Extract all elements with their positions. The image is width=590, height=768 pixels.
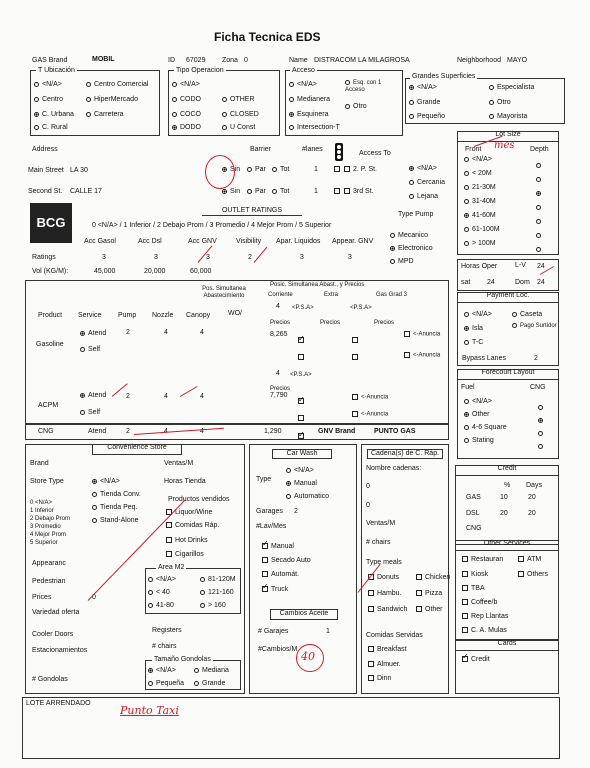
lot-depth-option[interactable] [536, 241, 544, 259]
cng-canopy[interactable]: 4 [200, 428, 204, 435]
store-brand-label: Brand [30, 460, 49, 467]
anuncia-check[interactable]: <-Anuncia [352, 411, 388, 419]
col-visibility: Visibility [236, 238, 262, 245]
gasoline-nozzle[interactable]: 4 [164, 329, 168, 336]
productos-label: Productos vendidos [168, 496, 230, 503]
prices-value[interactable]: 0 [92, 594, 96, 601]
product-check[interactable]: Cigarillos [166, 551, 204, 559]
operacion-option[interactable]: <N/A> [172, 81, 200, 89]
handwritten-stroke [254, 247, 268, 263]
main-street-label: Main Street [28, 167, 64, 174]
cng-label: CNG [38, 428, 54, 435]
header-wo: WO/ [228, 310, 242, 317]
ubicacion-option[interactable]: C. Urbana [34, 111, 74, 119]
barrier-option[interactable]: Tot [272, 166, 289, 174]
gasoline-self-check[interactable] [352, 348, 361, 366]
garages-value[interactable]: 2 [294, 508, 298, 515]
second-street-check[interactable]: 2. P. St. [344, 166, 377, 174]
col-acc-dsl: Acc Dsl [138, 238, 162, 245]
barrier-option[interactable]: Tot [272, 188, 289, 196]
credit-dsl-pct[interactable]: 20 [500, 510, 508, 517]
area-option[interactable]: <N/A> [148, 576, 176, 584]
product-check[interactable]: Comidas Ráp. [166, 522, 219, 530]
cng-nozzle[interactable]: 4 [164, 428, 168, 435]
outlet-ratings-label: OUTLET RATINGS [202, 207, 302, 216]
operacion-option[interactable]: CODO [172, 96, 201, 104]
area-option[interactable]: 81-120M [200, 576, 236, 584]
ubicacion-option[interactable]: Centro [34, 96, 63, 104]
rating-value[interactable]: 3 [300, 254, 304, 261]
vol-value[interactable]: 20,000 [144, 268, 166, 275]
type-meals-label: Type meals [366, 559, 402, 566]
col-acc-gnv: Acc GNV [188, 238, 217, 245]
forecourt-label: Forecourt Layout [457, 369, 559, 380]
pump-option[interactable]: Electronico [390, 245, 433, 253]
forecourt-cng-label: CNG [530, 384, 546, 391]
ngarajes-label: # Garajes [258, 628, 289, 635]
acpm-advertise-check[interactable] [298, 392, 307, 410]
rating-scale: 0 <N/A> / 1 Inferior / 2 Debajo Prom / 3 Promedio / 4 Mejor Prom / 5 Superior [92, 222, 332, 229]
header-pump: Pump [118, 312, 137, 319]
gasoline-self-check[interactable] [298, 348, 307, 366]
payment-option[interactable]: Caseta [512, 311, 542, 319]
handwritten-mes: mes [494, 140, 515, 151]
lanes-label: #lanes [302, 146, 323, 153]
meal-check[interactable]: Sandwich [368, 606, 407, 614]
credit-gas-days[interactable]: 20 [528, 494, 536, 501]
lot-front-option[interactable]: < 20M [464, 170, 492, 178]
gasoline-advertise-check[interactable] [352, 331, 361, 349]
gasoline-self[interactable]: Self [80, 346, 100, 354]
barrier-option[interactable]: Sin [222, 166, 240, 174]
carwash-check[interactable]: ✓Truck [262, 586, 288, 594]
store-scale: 0 <N/A> [30, 500, 53, 506]
pump-option[interactable]: MPD [390, 258, 414, 266]
credit-label: Credit [455, 465, 559, 476]
meal-check[interactable]: Hambu. [368, 590, 402, 598]
cards-label: Cards [455, 640, 559, 651]
credit-group [455, 465, 559, 545]
vol-value[interactable]: 60,000 [190, 268, 212, 275]
lot-front-option[interactable]: 41-60M [464, 212, 496, 220]
tam-label: Tamaño Gondolas [154, 656, 211, 663]
bypass-value[interactable]: 2 [534, 355, 538, 362]
access-to-option[interactable]: <N/A> [409, 165, 437, 173]
acceso-option[interactable]: Esq. con 1 Acceso [345, 80, 382, 94]
zona-value[interactable]: 0 [244, 57, 248, 64]
barrier-option[interactable]: Sin [222, 188, 240, 196]
acceso-option[interactable]: Intersection-T [289, 124, 340, 132]
handwritten-forty: 40 [301, 650, 315, 663]
rating-value[interactable]: 3 [206, 254, 210, 261]
anuncia-check[interactable]: <-Anuncia [404, 331, 440, 339]
store-type-option[interactable]: Stand-Alone [92, 517, 139, 525]
access-to-label: Access To [359, 150, 391, 157]
type-pump-label: Type Pump [398, 211, 434, 218]
service-check[interactable]: ATM [518, 556, 541, 564]
comida-check[interactable]: Breakfast [368, 646, 407, 654]
meal-check[interactable]: Donuts [368, 574, 399, 582]
payment-label: Payment Loc. [457, 292, 559, 303]
service-check[interactable]: TBA [462, 585, 485, 593]
lote-arrendado-label: LOTE ARRENDADO [26, 700, 91, 707]
ratings-label: Ratings [32, 254, 56, 261]
operacion-option[interactable]: COCO [172, 111, 201, 119]
col-acc-gasol: Acc Gasol [84, 238, 116, 245]
bcg-logo: BCG [30, 203, 72, 243]
second-street-value[interactable]: CALLE 17 [70, 188, 102, 195]
vol-value[interactable]: 45,000 [94, 268, 116, 275]
card-check[interactable]: ✓Credit [462, 656, 490, 664]
acpm-nozzle[interactable]: 4 [164, 393, 168, 400]
lot-size-label: Lot Size [457, 131, 559, 142]
horas-oper-label: Horas Oper [461, 263, 498, 270]
acpm-pos[interactable]: 4 [276, 370, 280, 377]
carwash-check[interactable]: Automát. [262, 571, 299, 579]
acpm-price[interactable]: 7,790 [270, 392, 288, 399]
zona-label: Zona [222, 57, 238, 64]
cadena-value[interactable]: 0 [366, 502, 370, 509]
cng-pump[interactable]: 2 [126, 428, 130, 435]
garages-label: Garages [256, 508, 283, 515]
appearance-label: Appearanc [32, 560, 66, 567]
carwash-type-label: Type [256, 476, 272, 483]
credit-dsl-days[interactable]: 20 [528, 510, 536, 517]
payment-option[interactable]: T-C [464, 339, 483, 347]
store-scale: 5 Superior [30, 540, 58, 546]
estacion-label: Estacionamientos [32, 647, 88, 654]
acpm-canopy[interactable]: 4 [200, 393, 204, 400]
operacion-label: Tipo Operacion [176, 67, 224, 74]
psa-marker: <P.S.A> [290, 372, 312, 378]
forecourt-fuel-option[interactable]: 4-6 Square [464, 424, 507, 432]
nombre-cadenas-label: Nombre cadenas: [366, 465, 422, 472]
chairs-label: # chairs [152, 643, 177, 650]
cng-price[interactable]: 1,290 [264, 428, 282, 435]
tam-option[interactable]: Mediana [194, 667, 229, 675]
handwritten-circle [205, 155, 235, 189]
lot-front-option[interactable]: <N/A> [464, 156, 492, 164]
cadena-ventas-label: Ventas/M [366, 520, 396, 527]
bypass-label: Bypass Lanes [462, 355, 506, 362]
gas3-label: Gas Grad 3 [376, 292, 408, 298]
area-option[interactable]: 121-160 [200, 589, 234, 597]
registers-label: Registers [152, 627, 182, 634]
access-to-option[interactable]: Cercania [409, 179, 445, 187]
acceso-option[interactable]: <N/A> [289, 81, 317, 89]
gas-brand-label: GAS Brand [32, 57, 68, 64]
ubicacion-option[interactable]: Centro Comercial [86, 81, 148, 89]
third-street-check[interactable]: 3rd St. [344, 188, 374, 196]
precios-label: Precios [374, 320, 395, 326]
neighborhood-value[interactable]: MAYO [507, 57, 528, 64]
col-apar-liquidos: Apar. Liquidos [276, 238, 321, 245]
gondolas-label: # Gondolas [32, 676, 68, 683]
lot-front-option[interactable]: 21-30M [464, 184, 496, 192]
gasoline-label: Gasoline [36, 341, 64, 348]
ubicacion-option[interactable]: C. Rural [34, 124, 68, 132]
lanes-2[interactable]: 1 [314, 188, 318, 195]
variedad-label: Variedad oferta [32, 609, 80, 616]
anuncia-check[interactable]: <-Anuncia [404, 352, 440, 360]
lv-value[interactable]: 24 [537, 263, 545, 270]
dom-value[interactable]: 24 [537, 279, 545, 286]
meal-check[interactable]: Other [416, 606, 443, 614]
forecourt-fuel-label: Fuel [461, 384, 475, 391]
precios-label: Precios [270, 320, 291, 326]
lot-front-label: Front [465, 146, 482, 153]
dom-label: Dom [515, 279, 530, 286]
payment-option[interactable]: <N/A> [464, 311, 492, 319]
gnv-brand-label: GNV Brand [318, 428, 356, 435]
operacion-option[interactable]: CLOSED [222, 111, 259, 119]
extra-label: Extra [324, 292, 339, 298]
store-scale: 3 Promedio [30, 524, 61, 530]
service-check[interactable]: Rep Llantas [462, 613, 508, 621]
barrier-option[interactable]: Par [247, 166, 266, 174]
product-check[interactable]: Hot Drinks [166, 537, 208, 545]
tam-option[interactable]: Pequeña [148, 680, 184, 688]
precios-label: Precios [320, 320, 341, 326]
psa-marker: <P.S.A> [292, 305, 314, 311]
traffic-light-icon [334, 143, 344, 161]
carwash-check[interactable]: ✓Manual [262, 543, 294, 551]
store-ventas-label: Ventas/M [164, 460, 194, 467]
rating-value[interactable]: 3 [348, 254, 352, 261]
store-scale: 4 Mejor Prom [30, 532, 67, 538]
second-street-label: Second St. [28, 188, 63, 195]
store-type-label: Store Type [30, 478, 64, 485]
operacion-option[interactable]: U Const [222, 124, 255, 132]
barrier-option[interactable]: Par [247, 188, 266, 196]
neighborhood-label: Neighborhood [457, 57, 501, 64]
area-option[interactable]: > 160 [200, 602, 226, 610]
gasoline-pos[interactable]: 4 [276, 303, 280, 310]
other-services-label: Other Services [455, 540, 559, 551]
header-canopy: Canopy [186, 312, 211, 319]
acpm-label: ACPM [38, 402, 59, 409]
cadena-value[interactable]: 0 [366, 483, 370, 490]
acpm-atend[interactable]: Atend [80, 392, 106, 400]
lot-front-option[interactable]: 31-40M [464, 198, 496, 206]
credit-days-label: Days [526, 482, 542, 489]
precios-label: Precios [270, 386, 291, 392]
posic2-label: Posic. Simultanea Abast., y Precios [270, 282, 365, 288]
operacion-option[interactable]: OTHER [222, 96, 255, 104]
corriente-label: Corriente [268, 292, 293, 298]
comida-check[interactable]: Dinn [368, 675, 391, 683]
comidas-label: Comidas Servidas [366, 632, 423, 639]
pump-option[interactable]: Mecanico [390, 232, 428, 240]
gasoline-pump[interactable]: 2 [126, 329, 130, 336]
gasoline-atend[interactable]: Atend [80, 330, 106, 338]
footer-handwritten-note: Punto Taxi [120, 704, 179, 717]
cng-atend: Atend [88, 428, 107, 435]
ubicacion-option[interactable]: HiperMercado [86, 96, 138, 104]
ngarajes-value[interactable]: 1 [326, 628, 330, 635]
rating-value[interactable]: 3 [154, 254, 158, 261]
anuncia-check[interactable]: <-Anuncia [352, 394, 388, 402]
prices-label: Prices [32, 594, 52, 601]
credit-pct-label: % [504, 482, 511, 489]
id-label: ID [168, 57, 175, 64]
page-title: Ficha Tecnica EDS [214, 30, 321, 44]
header-service: Service [78, 312, 102, 319]
name-label: Name [289, 57, 308, 64]
credit-gas-label: GAS [466, 494, 481, 501]
horas-tienda-label: Horas Tienda [164, 478, 206, 485]
tam-option[interactable]: Grande [194, 680, 225, 688]
posic-label: Pos. Simultanea Abastecimiento [202, 286, 246, 299]
lot-depth-label: Depth [530, 146, 549, 153]
credit-dsl-label: DSL [466, 510, 480, 517]
store-type-option[interactable]: Tienda Peq. [92, 504, 138, 512]
lav-label: #Lav/Mes [256, 523, 287, 530]
meal-check[interactable]: Chicken [416, 574, 450, 582]
acceso-option[interactable]: Otro [345, 103, 367, 111]
store-type-option[interactable]: Tienda Conv. [92, 491, 141, 499]
carwash-type-option[interactable]: Automatico [286, 493, 329, 501]
carwash-type-option[interactable]: Manual [286, 480, 317, 488]
lot-front-option[interactable]: 61-100M [464, 226, 500, 234]
lot-front-option[interactable]: > 100M [464, 240, 496, 248]
service-check[interactable]: Coffee/b [462, 599, 497, 607]
col-appear-gnv: Appear. GNV [332, 238, 374, 245]
grandes-label: Grandes Superficies [412, 73, 476, 80]
service-check[interactable]: Restauran [462, 556, 503, 564]
third-street-check[interactable] [334, 188, 343, 196]
comida-check[interactable]: Almuer. [368, 661, 401, 669]
service-check[interactable]: C. A. Mulas [462, 627, 507, 635]
grandes-option[interactable]: Mayorista [489, 113, 527, 121]
store-scale: 1 Inferior [30, 508, 54, 514]
area-option[interactable]: 41-80 [148, 602, 174, 610]
grandes-option[interactable]: Otro [489, 99, 511, 107]
store-type-option[interactable]: <N/A> [92, 478, 120, 486]
cambios-label: Cambios Aceite [270, 609, 338, 620]
cadena-label: Cadena(s) de C. Ráp. [367, 449, 443, 459]
acceso-label: Acceso [292, 67, 315, 74]
lanes-1[interactable]: 1 [314, 166, 318, 173]
carwash-check[interactable]: Secado Auto [262, 557, 311, 565]
header-product: Product [38, 312, 63, 319]
footer-box [22, 697, 560, 759]
name-value[interactable]: DISTRACOM LA MILAGROSA [314, 57, 410, 64]
rating-value[interactable]: 2 [248, 254, 252, 261]
meal-check[interactable]: Pizza [416, 590, 442, 598]
header-nozzle: Nozzle [152, 312, 174, 319]
address-label: Address [32, 146, 58, 153]
cooler-label: Cooler Doors [32, 631, 74, 638]
service-check[interactable]: Others [518, 571, 548, 579]
cng-advertise-check[interactable] [298, 427, 307, 445]
gasoline-advertise-check[interactable] [298, 331, 307, 349]
forecourt-fuel-option[interactable]: <N/A> [464, 398, 492, 406]
credit-gas-pct[interactable]: 10 [500, 494, 508, 501]
gas-brand-value[interactable]: MOBIL [92, 56, 115, 63]
store-scale: 2 Debajo Prom [30, 516, 71, 522]
ncambios-label: #Cambios/M [258, 646, 298, 653]
second-street-check[interactable] [334, 166, 343, 174]
forecourt-cng-option[interactable] [538, 438, 546, 456]
main-street-value[interactable]: LA 30 [70, 167, 88, 174]
payment-option[interactable]: Pago Surtidor [512, 323, 557, 330]
grandes-option[interactable]: Especialista [489, 84, 534, 92]
cadena-chairs-label: # chairs [366, 539, 391, 546]
store-label: Convenience Store [92, 444, 182, 455]
tam-option[interactable]: <N/A> [148, 667, 176, 675]
payment-option[interactable]: Isla [464, 325, 483, 333]
carwash-label: Car Wash [272, 449, 332, 459]
acpm-self[interactable]: Self [80, 409, 100, 417]
area-label: Area M2 [158, 564, 185, 571]
pedestrian-label: Pedestrian [32, 578, 66, 585]
barrier-label: Barrier [250, 146, 272, 153]
rating-value[interactable]: 3 [102, 254, 106, 261]
id-value[interactable]: 67029 [186, 57, 206, 64]
acceso-option[interactable]: Esquinera [289, 111, 329, 119]
acceso-option[interactable]: Medianera [289, 96, 330, 104]
carwash-type-option[interactable]: <N/A> [286, 467, 314, 475]
credit-cng-label: CNG [466, 525, 482, 532]
area-option[interactable]: < 40 [148, 589, 170, 597]
ubicacion-label: T Ubicación [38, 67, 75, 74]
grandes-option[interactable]: Pequeño [409, 113, 445, 121]
ubicacion-option[interactable]: <N/A> [34, 81, 62, 89]
gasoline-price[interactable]: 8,265 [270, 331, 288, 338]
ubicacion-option[interactable]: Carretera [86, 111, 124, 119]
psa-marker: <P.S.A> [350, 305, 372, 311]
forecourt-fuel-option[interactable]: Other [464, 411, 490, 419]
service-check[interactable]: Kiosk [462, 571, 488, 579]
lv-label: L-V [515, 262, 526, 269]
sat-label: sat [461, 279, 471, 286]
access-to-option[interactable]: Lejana [409, 193, 438, 201]
forecourt-fuel-option[interactable]: Stating [464, 437, 494, 445]
sat-value[interactable]: 24 [487, 279, 495, 286]
acpm-pump[interactable]: 2 [126, 393, 130, 400]
gasoline-canopy[interactable]: 4 [200, 329, 204, 336]
grandes-option[interactable]: Grande [409, 99, 440, 107]
vol-label: Vol (KG/M): [32, 268, 69, 275]
product-check[interactable]: Liquor/Wine [166, 509, 212, 517]
gnv-brand-value[interactable]: PUNTO GAS [374, 428, 416, 435]
grandes-option[interactable]: <N/A> [409, 84, 437, 92]
operacion-option[interactable]: DODO [172, 124, 201, 132]
